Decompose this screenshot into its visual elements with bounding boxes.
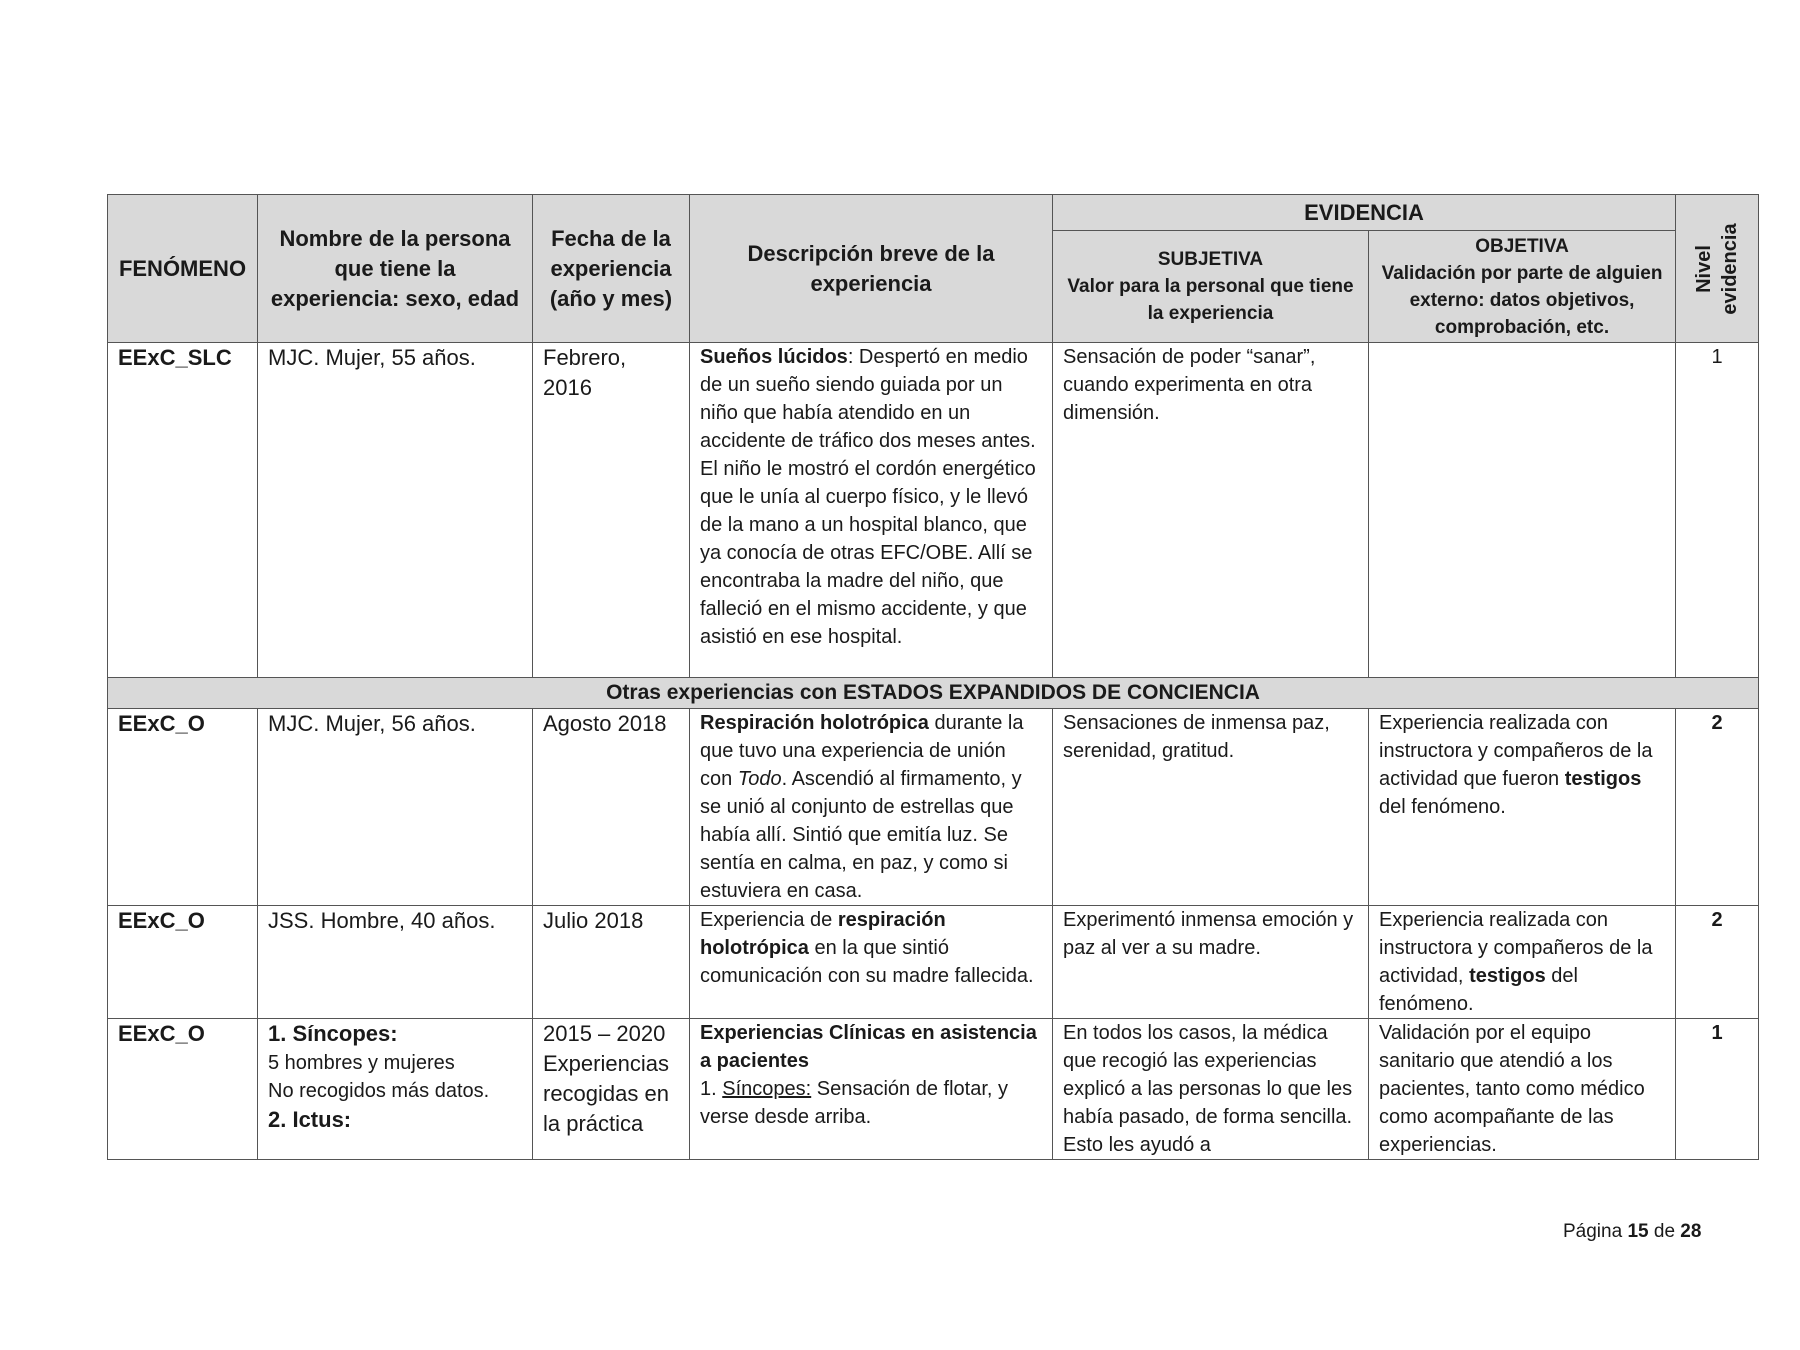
cell-descripcion [690, 906, 1053, 1019]
desc-bold: respiración holotrópica [700, 909, 946, 959]
header-nombre: Nombre de la persona que tiene la experiencia: sexo, edad [258, 195, 533, 343]
cell-nombre: MJC. Mujer, 56 años. [258, 709, 533, 906]
objetiva-b: del fenómeno. [1379, 796, 1506, 818]
objetiva-b: del fenómeno. [1379, 965, 1578, 1015]
nombre-line-1: 5 hombres y mujeres [268, 1052, 455, 1074]
desc-num: 1. [700, 1078, 723, 1100]
cell-fecha: Febrero, 2016 [533, 343, 690, 678]
table-row [108, 906, 1759, 1019]
cell-fenomeno: EExC_O [108, 1019, 258, 1160]
objetiva-a: Experiencia realizada con instructora y compañeros de la actividad que fueron [1379, 712, 1653, 790]
cell-nivel: 2 [1676, 906, 1759, 1019]
cell-fenomeno: EExC_O [108, 709, 258, 906]
cell-fecha: Agosto 2018 [533, 709, 690, 906]
header-subjetiva-title: SUBJETIVA [1157, 249, 1264, 270]
table-row [108, 1019, 1759, 1160]
desc-text: : Despertó en medio de un sueño siendo guiada por un niño que había atendido en un accidente de tráfico dos meses antes. El niño le mostró el cordón energético que le unía al cuerpo físico, y le llevó de la mano a un hospital blanco, que ya conocía de otras EFC/OBE. Allí se encontraba la madre del niño, que falleció en el mismo accidente, y que asistió en ese hospital. [700, 346, 1036, 648]
cell-nivel: 1 [1676, 1019, 1759, 1160]
cell-nombre [258, 1019, 533, 1160]
table-row [108, 343, 1759, 678]
desc-text-a: durante la que tuvo una experiencia de unión con [700, 712, 1024, 790]
header-objetiva-title: OBJETIVA [1475, 235, 1569, 257]
cell-descripcion [690, 343, 1053, 678]
desc-text-b: en la que sintió comunicación con su madre fallecida. [700, 937, 1034, 987]
cell-fenomeno: EExC_SLC [108, 343, 258, 678]
footer-prefix: Página [1563, 1221, 1623, 1242]
cell-objetiva [1369, 906, 1676, 1019]
nombre-heading-1: 1. Síncopes: [268, 1021, 398, 1046]
objetiva-bold: testigos [1564, 768, 1642, 790]
desc-bold: Experiencias Clínicas en asistencia a pacientes [700, 1022, 1037, 1072]
cell-fecha: 2015 – 2020 Experiencias recogidas en la práctica [533, 1019, 690, 1160]
header-nivel-evidencia [1676, 195, 1759, 343]
header-subjetiva-sub: Valor para la personal que tiene la experiencia [1067, 276, 1354, 324]
cell-nivel: 2 [1676, 709, 1759, 906]
desc-text-b: . Ascendió al firmamento, y se unió al conjunto de estrellas que había allí. Sintió que emitía luz. Se sentía en calma, en paz, y como si estuviera en casa. [700, 768, 1022, 902]
header-evidencia-rot: evidencia [1719, 222, 1742, 315]
cell-descripcion [690, 1019, 1053, 1160]
evidence-table [107, 194, 1759, 1160]
desc-item [700, 1075, 1042, 1131]
nombre-line-2: No recogidos más datos. [268, 1080, 490, 1102]
desc-bold: Respiración holotrópica [700, 712, 929, 734]
header-fecha: Fecha de la experiencia (año y mes) [533, 195, 690, 343]
cell-nombre: JSS. Hombre, 40 años. [258, 906, 533, 1019]
objetiva-a: Experiencia realizada con instructora y compañeros de la actividad, [1379, 909, 1653, 987]
cell-nombre: MJC. Mujer, 55 años. [258, 343, 533, 678]
table-row [108, 709, 1759, 906]
desc-underline: Síncopes: [722, 1078, 812, 1100]
page-footer [1563, 1221, 1701, 1243]
header-descripcion: Descripción breve de la experiencia [690, 195, 1053, 343]
cell-nivel: 1 [1676, 343, 1759, 678]
footer-mid: de [1653, 1221, 1676, 1242]
footer-page: 15 [1627, 1221, 1649, 1242]
cell-objetiva [1369, 709, 1676, 906]
desc-text: Sensación de flotar, y verse desde arriba. [700, 1078, 1008, 1128]
header-nivel: Nivel [1693, 244, 1716, 293]
footer-total: 28 [1680, 1221, 1702, 1242]
header-fenomeno: FENÓMENO [108, 195, 258, 343]
header-objetiva [1369, 231, 1676, 343]
cell-objetiva: Validación por el equipo sanitario que atendió a los pacientes, tanto como médico como acompañante de las experiencias. [1369, 1019, 1676, 1160]
header-subjetiva [1053, 231, 1369, 343]
desc-text-a: Experiencia de [700, 909, 838, 931]
cell-subjetiva: Sensaciones de inmensa paz, serenidad, gratitud. [1053, 709, 1369, 906]
section-row [108, 678, 1759, 709]
cell-subjetiva: En todos los casos, la médica que recogió las experiencias explicó a las personas lo que les había pasado, de forma sencilla. Esto les ayudó a [1053, 1019, 1369, 1160]
header-evidencia: EVIDENCIA [1053, 195, 1676, 231]
cell-subjetiva: Experimentó inmensa emoción y paz al ver a su madre. [1053, 906, 1369, 1019]
nombre-heading-2: 2. Ictus: [268, 1107, 352, 1132]
desc-bold: Sueños lúcidos [700, 346, 848, 368]
cell-fecha: Julio 2018 [533, 906, 690, 1019]
cell-descripcion [690, 709, 1053, 906]
cell-subjetiva: Sensación de poder “sanar”, cuando experimenta en otra dimensión. [1053, 343, 1369, 678]
cell-objetiva [1369, 343, 1676, 678]
section-title: Otras experiencias con ESTADOS EXPANDIDOS DE CONCIENCIA [108, 678, 1759, 709]
objetiva-bold: testigos [1469, 965, 1546, 987]
cell-fenomeno: EExC_O [108, 906, 258, 1019]
desc-italic: Todo [737, 768, 782, 790]
header-objetiva-sub: Validación por parte de alguien externo: datos objetivos, comprobación, etc. [1381, 262, 1663, 338]
